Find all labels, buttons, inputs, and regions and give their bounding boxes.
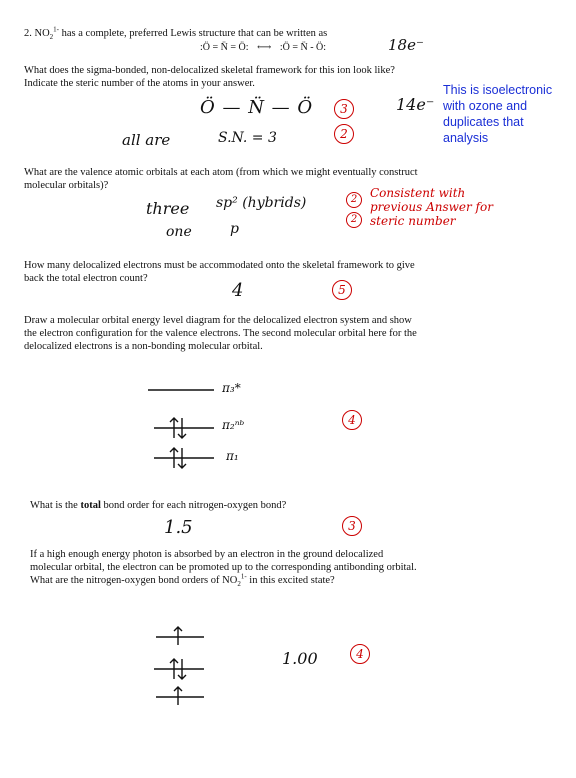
orbital-count-1: three bbox=[146, 199, 190, 218]
score-badge: 2 bbox=[334, 124, 354, 144]
mo-label-pi2: π₂ⁿᵇ bbox=[222, 418, 245, 432]
mo-diagram-question: Draw a molecular orbital energy level diagram for the delocalized electron system and show the electron configuration for the valence electrons. The second molecular orbital here for the delocalized electrons is a non-bonding molecular orbital. bbox=[24, 315, 417, 352]
score-badge: 3 bbox=[334, 99, 354, 119]
delocalized-answer: 4 bbox=[232, 280, 244, 301]
score-badge: 2 bbox=[346, 192, 362, 208]
mo-energy-diagram bbox=[148, 380, 228, 480]
sigma-question: What does the sigma-bonded, non-delocalized skeletal framework for this ion look like? Indicate the steric number of the atoms in your answer. bbox=[24, 65, 395, 89]
electron-up bbox=[174, 687, 182, 705]
question-2-stem: 2. $NO_2^{1-}$ has a complete, preferred Lewis structure that can be written as bbox=[24, 25, 328, 42]
bond-order-answer: 1.5 bbox=[164, 517, 193, 538]
orbital-type-1: sp² (hybrids) bbox=[216, 195, 307, 211]
instructor-note: This is isoelectronic with ozone and duplicates that analysis bbox=[443, 83, 553, 145]
orbitals-question: What are the valence atomic orbitals at each atom (from which we might eventually construct molecular orbitals)? bbox=[24, 167, 418, 191]
bond-order-question: What is the total bond order for each nitrogen-oxygen bond? bbox=[30, 500, 287, 511]
steric-number: S.N. = 3 bbox=[218, 130, 277, 146]
excited-mo-diagram bbox=[150, 625, 210, 705]
skeletal-structure: Ö — N̈ — Ö bbox=[200, 97, 314, 118]
excited-bond-order-answer: 1.00 bbox=[282, 649, 318, 668]
score-badge: 4 bbox=[342, 410, 362, 430]
score-badge: 3 bbox=[342, 516, 362, 536]
mo-label-pi3: π₃* bbox=[222, 381, 241, 395]
grader-comment: Consistent with previous Answer for steric number bbox=[370, 186, 493, 228]
all-are-text: all are bbox=[122, 131, 171, 149]
resonance-structures: :Ö = N̈ = Ö: ⟷ :Ö = N̈ - Ö: bbox=[200, 42, 327, 53]
orbital-count-2: one bbox=[166, 224, 192, 240]
excited-state-question: If a high enough energy photon is absorbed by an electron in the ground delocalized molecular orbital, the electron can be promoted up to the corresponding antibonding orbital. What are the nitrogen-oxygen bond orders of $NO_2^{1-}$ in this excited state? bbox=[30, 549, 417, 589]
score-badge: 4 bbox=[350, 644, 370, 664]
mo-label-pi1: π₁ bbox=[226, 449, 239, 463]
score-badge: 2 bbox=[346, 212, 362, 228]
handwritten-electron-count: 18e⁻ bbox=[388, 36, 424, 54]
score-badge: 5 bbox=[332, 280, 352, 300]
delocalized-question: How many delocalized electrons must be accommodated onto the skeletal framework to give back the total electron count? bbox=[24, 260, 415, 284]
skeleton-electron-count: 14e⁻ bbox=[396, 95, 435, 114]
orbital-type-2: p bbox=[230, 221, 239, 237]
electron-up bbox=[174, 627, 182, 645]
